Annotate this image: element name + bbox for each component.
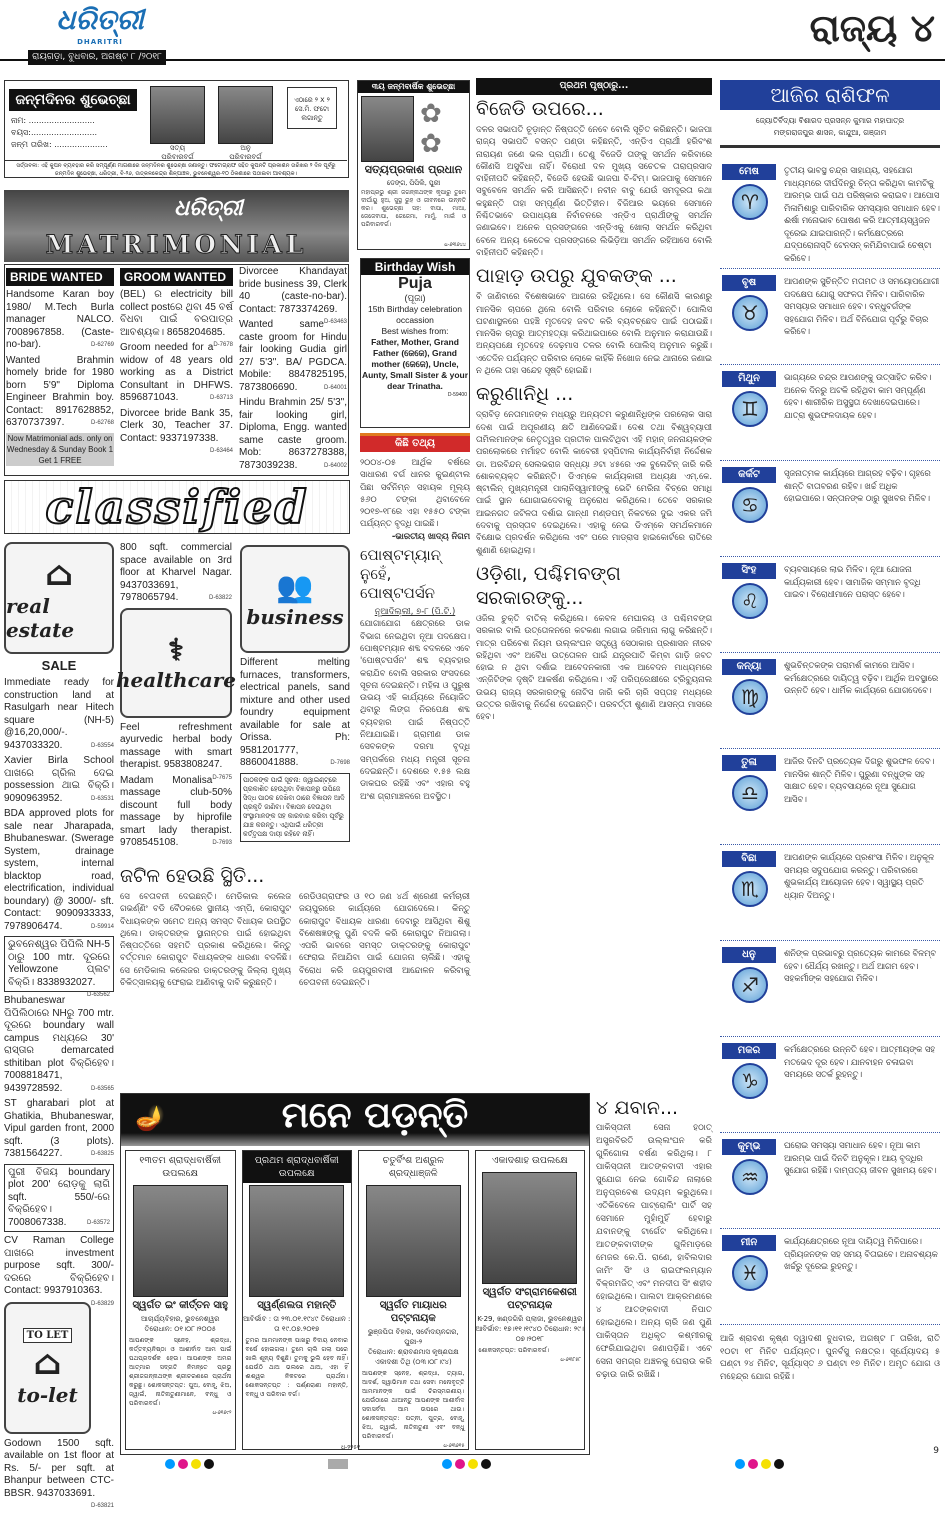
horoscope-column xyxy=(720,80,940,1383)
obituary-section xyxy=(120,1093,590,1455)
zodiac-prediction: କାର୍ଯ୍ୟକ୍ଷେତ୍ରରେ ନୂଆ ଦାୟିତ୍ୱ ମିଳିପାରେ। ପ୍ରିୟଜନଙ୍କ ସହ ସମୟ ବିତାଇବେ। ଅନାବଶ୍ୟକ ଖର୍ଚ୍ଚରୁ ଦୂରେଇ ରୁହନ୍ତୁ। xyxy=(784,1236,938,1271)
news-article xyxy=(476,97,712,258)
obituary-card xyxy=(242,1150,353,1450)
ad-code: D-63713 xyxy=(209,395,233,401)
ad-code: ଧ-୬୩୬୪୪ xyxy=(444,242,466,248)
house-icon: ⌂ xyxy=(44,554,74,594)
deceased-dates: ଆବିର୍ଭାବ: ୧୭।୧୧।୧୯୪୦ ତିରୋଧାନ: ୨୯।୦୭।୨୦୧୮ xyxy=(475,1325,584,1343)
article-headline[interactable]: ୪ ଯବାନ... xyxy=(596,1097,679,1119)
deceased-dates: ତିରୋଧାନ: ଶ୍ରାବଣମାସ କୃଷ୍ଣପକ୍ଷ ଏକାଦଶୀ ତିଥି (୦୩।୦୮।୯୪) xyxy=(367,1348,459,1366)
zodiac-name: ବୃଷ xyxy=(722,275,776,291)
zodiac-entry xyxy=(720,1133,940,1229)
real-estate-label: real estate xyxy=(6,594,75,642)
wish-name: Puja xyxy=(398,275,432,292)
facts-source: -ଭାରତୀୟ ଖାଦ୍ୟ ନିଗମ xyxy=(391,530,470,541)
zodiac-name: ଧନୁ xyxy=(722,947,776,963)
article-headline[interactable]: ବିଜେଡି ଉପରେ... xyxy=(476,98,604,120)
healthcare-image xyxy=(116,608,236,718)
birthday-coupon xyxy=(4,80,349,178)
classified-ad xyxy=(4,1098,114,1161)
bride-wanted-header: BRIDE WANTED xyxy=(6,268,114,286)
classified-ad xyxy=(4,808,114,933)
caption-name: ସତ୍ୟ xyxy=(169,144,186,152)
zodiac-prediction: ଶୁଭଚିନ୍ତକଙ୍କ ପରାମର୍ଶ କାମରେ ଆସିବ। କର୍ମକ୍ଷେତ୍ରରେ ଦାୟିତ୍ୱ ବଢ଼ିବ। ଆର୍ଥିକ ଅବସ୍ଥାରେ ଉନ୍ନତି ହେବ। ଧାର୍ମିକ କାର୍ଯ୍ୟରେ ଯୋଗଦେବେ। xyxy=(784,660,939,695)
classified-ad xyxy=(120,542,232,605)
tribute-text: ଶୋକସନ୍ତପ୍ତ: ପରିବାରବର୍ଗ। xyxy=(478,1347,550,1354)
obituary-photo xyxy=(366,1185,461,1297)
ad-text: ଭୁବନେଶ୍ୱର ପିପିଲି NH-5 ଠାରୁ 100 mtr. ଦୂରରେ Yellowzone ପ୍ଲଟ ବିକ୍ରି। 8338932027. xyxy=(8,939,110,988)
matrimonial-column-3 xyxy=(239,266,347,475)
obituary-photo xyxy=(133,1185,228,1297)
ad-code: D-63822 xyxy=(208,595,232,601)
wish-occasion: 15th Birthday celebration occassion xyxy=(367,304,463,325)
groom-wanted-header: GROOM WANTED xyxy=(120,268,233,286)
ad-code: D-63829 xyxy=(90,1300,114,1307)
news-article xyxy=(476,264,712,376)
zodiac-name: କର୍କଟ xyxy=(722,467,776,483)
flower-icon: ✿ ✿ xyxy=(420,99,442,159)
ad-code: D-63565 xyxy=(90,1085,114,1092)
bride-wanted-column xyxy=(6,268,114,466)
horoscope-title: ଆଜିର ରାଶିଫଳ xyxy=(720,80,940,110)
zodiac-entry xyxy=(720,653,940,749)
deceased-name: ସ୍ୱର୍ଣ୍ଣଲତା ମହାନ୍ତି xyxy=(257,1300,337,1311)
ad-text: Groom needed for a widow of 48 years old working as a District Consultant in DHFWS. 8596871043. xyxy=(120,342,233,403)
ad-code: D-63531 xyxy=(90,795,114,802)
ad-text: (BEL) ର electricity bill collect postରେ ଥିବା 45 ବର୍ଷ ବିଧବା ପାଇଁ ବରପାତ୍ର ଆବଶ୍ୟକ। 8658204685. xyxy=(120,289,233,338)
ad-code: D-7693 xyxy=(212,840,232,846)
obituary-card xyxy=(125,1150,236,1450)
ad-code: D-63554 xyxy=(90,742,114,749)
age-field[interactable]: ବୟସ:.......................... xyxy=(11,128,98,137)
zodiac-name: ମକର xyxy=(722,1043,776,1059)
zodiac-name: ମିଥୁନ xyxy=(722,371,776,387)
ad-code: D-62769 xyxy=(90,342,114,348)
page-section-label: ରାଜ୍ୟ ୪ xyxy=(802,6,935,51)
color-registration-marks xyxy=(165,1459,214,1469)
diya-lamp-icon: 🪔 xyxy=(135,1104,165,1132)
child-photo-2 xyxy=(218,86,273,144)
banner-title: MATRIMONIAL xyxy=(45,230,308,259)
dob-field[interactable]: ଜନ୍ମ ତାରିଖ: ..................... xyxy=(11,140,108,149)
deceased-dates: ଆବିର୍ଭାବ : ତା ୨୩.୦୧.୧୯୪୯ ତିରୋଧାନ : ତା ୧୯.୦୭.୨୦୧୭ xyxy=(243,1315,351,1333)
classified-ad xyxy=(4,755,114,805)
zodiac-name: କୁମ୍ଭ xyxy=(722,1139,776,1155)
child-photo-1 xyxy=(150,86,205,144)
wish-best: Best wishes from: xyxy=(381,326,449,336)
zodiac-prediction: ତୃତୀୟ ଭାବସ୍ଥ ଚନ୍ଦ୍ର ସାହାଯ୍ୟ, ସହଯୋଗ ମାଧ୍ୟମରେ ଦୀର୍ଘଦିନରୁ ଚିନ୍ତା କରିଥିବା କାମଟିକୁ ଆରମ୍ଭ ପାଇଁ ପଥ ପରିଷ୍କାର କରାଇବ। ଆପୋସ ମିଳାମିଶାରୁ ପାରିବାରିକ ସମସ୍ୟାର ସମାଧାନ ହେବ। ଈର୍ଷା ମନୋଭାବ ପୋଷଣ କରି ଆତ୍ମୀୟସ୍ୱଜନ ଦୂରେଇ ଯାଇପାରନ୍ତି। କର୍ମକ୍ଷେତ୍ରରେ ଯଦ୍‌ପରୋନାସ୍ତି ଟେନସନ୍ କମିଯିବାପାଇଁ ଚେଷ୍ଟା କରିବେ। xyxy=(784,165,940,263)
obituary-photo xyxy=(249,1185,344,1297)
tribute-text: ଆପଣଙ୍କ ସ୍ନେହ, ଶ୍ରଦ୍ଧା, କର୍ତ୍ତବ୍ୟନିଷ୍ଠା ଓ ଆଶୀର୍ବାଦ ଆମ ପାଇଁ ପଥପ୍ରଦର୍ଶକ ହେଉ। ଆପଣଙ୍କ ଅମର ଆତ୍ମାର ସଦ୍‌ଗତି ନିମନ୍ତେ ପ୍ରଭୁ ଶ୍ରୀଜଗନ୍ନାଥଙ୍କ ଶ୍ରୀଚରଣରେ ପ୍ରାର୍ଥନା କରୁଛୁ। ଶୋକସନ୍ତପ୍ତ: ପୁଅ, ବୋହୂ, ଝିଅ, ଜ୍ୱାଇଁ, ନାତିନାତୁଣୀମାନେ, ବନ୍ଧୁ ଓ ପରିବାରବର୍ଗ। xyxy=(129,1337,232,1407)
matrimonial-notice: Now Matrimonial ads. only on Wednesday & Sunday Book 1 Get 1 FREE xyxy=(6,433,114,465)
ad-text: Handsome Karan boy 1980/ M.Tech Burla manager NALCO. 7008967858. (Caste-no-bar). xyxy=(6,289,114,350)
ad-text: Immediate ready for construction land at Rasulgarh near Hitech square (NH-5) @16,20,000/-. 9437033320. xyxy=(4,677,114,751)
zodiac-entry xyxy=(720,158,940,269)
zodiac-name: ମେଷ xyxy=(722,164,776,180)
article-jatila xyxy=(120,862,470,988)
classified-ad xyxy=(120,289,233,348)
zodiac-entry xyxy=(720,941,940,1037)
classified-ad xyxy=(4,1437,114,1509)
business-image xyxy=(240,545,350,653)
facts-title: କିଛି ତଥ୍ୟ xyxy=(360,433,470,452)
ad-code: D-7698 xyxy=(330,760,350,766)
zodiac-entry xyxy=(720,1037,940,1133)
zodiac-symbol-icon: ♑ xyxy=(732,1063,768,1099)
ad-text: Xavier Birla School ପାଖରେ ଗ୍ରିଲ ଦେଇ possession ଥାଇ ବିକ୍ରି। 9090963952. xyxy=(4,755,114,804)
classified-column-1 xyxy=(4,542,114,1513)
ad-text: Madam Monalisa massage club-50% discount full body massage by hiprofile smart lady therapist. 9708545108. xyxy=(120,774,232,848)
zodiac-entry xyxy=(720,461,940,557)
ad-code: D-63572 xyxy=(86,1219,110,1226)
zodiac-symbol-icon: ♊ xyxy=(732,391,768,427)
ad-code: D-64001 xyxy=(323,384,347,391)
classified-ad xyxy=(239,319,347,394)
article-body-col1: ସେ ବେତାବନୀ ଦେଇଛନ୍ତି। ମେଡିକାଲ କଲେଜ ଗଭର୍ଣ୍ଣିଂ ବଡି ବୈଠକରେ ସ୍ଥାନୀୟ ଏମ୍‌ପି, କୋରାପୁଟ ବିଧାୟକଙ୍କ ସମେତ ଅନ୍ୟ ସମସ୍ତ ବିଧାୟକ ଉପସ୍ଥିତ ଥିଲେ। ଡାକ୍ତରଙ୍କ ସ୍ଥାନାନ୍ତର ପାଇଁ ହୋଇଥିବା ନିଷ୍ପତ୍ତିରେ ସହମତି ପ୍ରକାଶ କରିଥିଲେ। କିନ୍ତୁ ବର୍ତ୍ତମାନ କୋରାପୁଟ ବିଧାୟକଙ୍କ ଧାରଣା ବଦଳିଛି। ସେ ମେଡିକାଲ କଲେଜର ଡାକ୍ତରଙ୍କୁ ଜିଲ୍ଲା ମୁଖ୍ୟ ଚିକିତ୍ସାଳୟକୁ ଫେରାଇ ଆଣିବାକୁ ଦାବି କରୁଛନ୍ତି। xyxy=(120,891,291,988)
classified-ad xyxy=(120,721,232,781)
wish-name-odia: (ପୂଜା) xyxy=(404,293,426,303)
tribute-text: ଆପଣଙ୍କ ସ୍ନେହ, ଶ୍ରଦ୍ଧା, ତ୍ୟାଗ, ଆଦର୍ଶ, ସ୍ୱାଭିମାନ ତଥା ସେବା ମନୋବୃତ୍ତି ଆମମାନଙ୍କ ପାଇଁ ଚିରସ୍ମରଣୀୟ। ଯେଉଁଠାରେ ଥାଆନ୍ତୁ ଆପଣଙ୍କ ଆଶୀର୍ବାଦ ସଦାସର୍ବଦା ଆମ ଉପରେ ଥାଉ। ଶୋକସନ୍ତପ୍ତ: ପତ୍ନୀ, ପୁତ୍ର, ବୋହୂ, ଝିଅ, ଜ୍ୱାଇଁ, ନାତିନାତୁଣୀ ଏବଂ ବନ୍ଧୁ ପରିବାରବର୍ଗ। xyxy=(362,1370,465,1440)
article-body: ଦଳର ସଭାପତି ଚୂଡ଼ାନ୍ତ ନିଷ୍ପତ୍ତି ନେବେ ବୋଲି ସୂଚିତ କରିଛନ୍ତି। ଭାଜପା ରାଜ୍ୟ ସଭାପତି ବସନ୍ତ ପଣ୍ଡା କହିଛନ୍ତି, ଏନ୍‌ଡିଏ ପ୍ରାର୍ଥୀ ହରିବଂଶ ନାରାୟଣ ଜଣେ ଭଲ ପ୍ରାର୍ଥୀ। ତେଣୁ ବିଜେଡି ତାଙ୍କୁ ସମର୍ଥନ କରିବାରେ କୌଣସି ଅସୁବିଧା ନାହିଁ। ବିରୋଧୀ ଦଳ ମୁଖ୍ୟ ସଚେତକ ତାରାପ୍ରସାଦ ବାହିନୀପତି କହିଛନ୍ତି, ବିଜେଡି ହେଉଛି ଭାଜପା ବି-ଟିମ୍। ଭାଜପାକୁ ସେମାନେ ସବୁବେଳେ ସମର୍ଥନ କରି ଆସିଛନ୍ତି। ନବୀନ ବାବୁ ଯେଉଁ ସମଦୂରତା କଥା କହୁଛନ୍ତି ତାହା ସମ୍ପୂର୍ଣ୍ଣ ଭିତ୍ତିହୀନ। ବିଜିଆର ଭୟରେ ସେମାନେ ନିଶ୍ଚିତଭାବେ ଉପାଧ୍ୟକ୍ଷ ନିର୍ବାଚନରେ ଏନ୍‌ଡିଏ ପ୍ରାର୍ଥୀଙ୍କୁ ସମର୍ଥନ ଜଣାଇବେ। ଅନେକ ପ୍ରସଙ୍ଗରେ ଏନ୍‌ଡିଏକୁ ଖୋଲା ସମର୍ଥନ କରିଥିବା ବେଳେ ଅନ୍ୟ କେତେକ ପ୍ରସଙ୍ଗରେ ଲିଭିଡ଼ିଆ ସମର୍ଥନ ରହିଆସେ ବୋଲି ବାହିନୀପତି କହିଛନ୍ତି। xyxy=(476,124,712,257)
to-let-label: to-let xyxy=(17,1383,78,1407)
child-photo xyxy=(361,96,414,162)
classified-ad xyxy=(239,397,347,472)
article-headline[interactable]: କରୁଣାନିଧି ... xyxy=(476,383,574,406)
groom-wanted-column xyxy=(120,268,233,458)
article-body: ଦ୍ରାବିଡ଼ ନେତାମାନଙ୍କ ମଧ୍ୟରୁ ଅନ୍ୟତମ କରୁଣାନିଧିଙ୍କ ପରଲୋକ ସାରା ଦେଶ ପାଇଁ ଅପୂରଣୀୟ କ୍ଷତି ଆଣିଦେଇଛି। ଦେଶ ତଥା ବିଶ୍ୱବ୍ୟାପୀ ତାମିଲମାନଙ୍କ ନେତୃତ୍ୱର ପ୍ରତୀକ ପାଲଟିଥିବା ଏହି ମହାନ୍ ଜନନାୟକଙ୍କ ପରଲୋକରେ ମର୍ମାହତ ବୋଲି କାବେରୀ ହସ୍ପିଟାଲ କାର୍ଯ୍ୟନିର୍ବାହୀ ନିର୍ଦ୍ଦେଶକ ଡା. ଅରବିନ୍ଦନ୍ ସେଲଭରାଜ ସନ୍ଧ୍ୟା ୬ଟା ୪୫ରେ ଏକ ବୁଲେଟିନ୍ ଜାରି କରି ଶୋକବ୍ୟକ୍ତ କରିଛନ୍ତି। ଡିଏମ୍‌କେ କାର୍ଯ୍ୟକାରୀ ଅଧ୍ୟକ୍ଷ ଏମ୍.କେ. ଷ୍ଟାଲିନ୍ ମୁଖ୍ୟମନ୍ତ୍ରୀ ପାଲାନିସ୍ୱାମୀଙ୍କୁ ଭେଟି ମେରିନା ବିଚ୍‌ରେ ସମାଧି ପାଇଁ ସ୍ଥାନ ଯୋଗାଇଦେବାକୁ ଅନୁରୋଧ କରିଥିଲେ। ତେବେ ସରକାର ଆଇନଗତ ଜଟିଳତା ଦର୍ଶାଇ ଗାନ୍ଧୀ ମଣ୍ଡପମ୍ ନିକଟରେ ଦୁଇ ଏକର ଜମି ଦେବାକୁ ପ୍ରସ୍ତାବ ଦେଇଥିଲେ। ଏହାକୁ ନେଇ ଡିଏମ୍‌କେ ସମର୍ଥକମାନେ ବିକ୍ଷୋଭ ପ୍ରଦର୍ଶନ କରିଥିଲେ ଏବଂ ପରେ ମାଡ୍ରାସ ହାଇକୋର୍ଟରେ ରାତିରେ ଶୁଣାଣି ହୋଇଥିଲା। xyxy=(476,409,712,555)
ad-title: ୩ୟ ଜନ୍ମବାର୍ଷିକ ଶୁଭେଚ୍ଛା xyxy=(358,81,469,93)
zodiac-symbol-icon: ♉ xyxy=(732,295,768,331)
astrologer-name: ଜ୍ୟୋତିର୍ବିଦ୍ୟା ବିଶାରଦ ପ୍ରସନ୍ନ କୁମାର ମହାପାତ୍ର xyxy=(755,116,905,125)
coupon-terms: ସର୍ତ୍ତାବଳୀ: ଏହି କୁପନ ବ୍ୟବହାର କରି ସମ୍ପୂର୍ଣ୍ଣ ମାଗଣାରେ ଜନ୍ମଦିନର ଶୁଭେଚ୍ଛା ଜଣାନ୍ତୁ। ଫଟୋଗ୍ରାଫ ସହିତ କୁପନଟି ପ୍ରକାଶନ ତାରିଖର ୨ ଦିନ ପୂର୍ବରୁ ଜନ୍ମଦିନ ଶୁଭେଚ୍ଛା, ଧରିତ୍ରୀ, ବି-୨୬, ଉତ୍କଳକେନ୍ଦ୍ର ଶିଳ୍ପାଞ୍ଚଳ, ଭୁବନେଶ୍ୱର-୧୦ ଠିକଣାରେ ପଠାଇବା ଆବଶ୍ୟକ। xyxy=(5,160,347,179)
zodiac-prediction: ସୃଜନାତ୍ମକ କାର୍ଯ୍ୟରେ ଆଗ୍ରହ ବଢ଼ିବ। ଗୃହରେ ଶାନ୍ତି ବାତାବରଣ ରହିବ। ଖର୍ଚ୍ଚ ଅଧିକ ହୋଇପାରେ। ସନ୍ତାନଙ୍କ ଠାରୁ ସୁଖବର ମିଳିବ। xyxy=(784,468,931,503)
ad-code: D-64002 xyxy=(323,462,347,469)
matrimonial-banner xyxy=(4,190,349,262)
banner-logo: ଧରିତ୍ରୀ xyxy=(174,196,243,221)
ad-text: BDA approved plots for sale near Jharapada, Bhubaneswar. (Swerage System, drainage system, internal blacktop road, electrification, individual boundary) @ 3000/- sft. Contact: 9090933333, 7978906474. xyxy=(4,808,114,932)
zodiac-prediction: ଆପଣଙ୍କ କାର୍ଯ୍ୟରେ ପ୍ରଶଂସା ମିଳିବ। ଅନୁକୂଳ ସମୟର ସଦୁପଯୋଗ କରନ୍ତୁ। ପରିବାରରେ ଶୁଭକାର୍ଯ୍ୟ ଆୟୋଜନ ହେବ। ସ୍ୱାସ୍ଥ୍ୟ ପ୍ରତି ଧ୍ୟାନ ଦିଅନ୍ତୁ। xyxy=(784,852,935,900)
ad-text: Wanted same caste groom for Hindu fair looking Gudia girl 27/ 5'3". BA/ PGDCA. Mobile: 8847825195, 7873806690. xyxy=(239,319,347,393)
caption-name: ଅନୁ xyxy=(240,144,251,152)
facts-box xyxy=(360,433,470,802)
caption-sub: ପରିବାରବର୍ଗ xyxy=(161,153,194,161)
article-dateline: ନୂଆଦିଲ୍ଲୀ, ୭-୮ (ପି.ଟି.) xyxy=(374,606,456,617)
zodiac-prediction: ଆଜିର ଦିନଟି ପ୍ରତ୍ୟେକ ଦିଗରୁ ଶୁଭଫଳ ଦେବ। ମାନସିକ ଶାନ୍ତି ମିଳିବ। ପୁରୁଣା ବନ୍ଧୁଙ୍କ ସହ ସାକ୍ଷାତ ହେବ। ବ୍ୟବସାୟରେ ନୂଆ ସୁଯୋଗ ଆସିବ। xyxy=(784,756,935,804)
obituary-photo xyxy=(482,1172,577,1284)
article-headline[interactable]: ଜଟିଳ ହେଉଛି ସ୍ଥିତି... xyxy=(120,865,265,887)
news-article xyxy=(476,562,712,723)
zodiac-symbol-icon: ♏ xyxy=(732,871,768,907)
deceased-address: ଭୁଞ୍ଜପିତା ବିହାର, ସର୍ବୋଦୟନଗର, ପୁରୀ-୨ xyxy=(367,1328,459,1346)
zodiac-entry xyxy=(720,845,940,941)
classified-ad xyxy=(239,266,347,325)
news-article xyxy=(476,382,712,556)
obituary-code: ଧ-୬୩୬୧୫ xyxy=(443,1443,465,1449)
business-label: business xyxy=(246,604,344,629)
zodiac-symbol-icon: ♎ xyxy=(732,775,768,811)
deceased-address: K-29, ଖଣ୍ଡଗିରି ପ୍ଲାଜା, ଭୁବନେଶ୍ୱର xyxy=(477,1315,583,1323)
to-let-image xyxy=(4,1302,91,1434)
third-birthday-ad xyxy=(357,80,470,250)
dateline: ରାୟଗଡ଼ା, ବୁଧବାର, ଅଗଷ୍ଟ ୮ /୨୦୧୮ xyxy=(28,50,166,65)
article-jaban xyxy=(596,1094,712,1382)
logo-english: DHARITRI xyxy=(77,38,123,46)
classified-column-3 xyxy=(240,545,350,842)
obituary-occasion: ପ୍ରଥମ ଶ୍ରାଦ୍ଧବାର୍ଷିକୀ ଉପଲକ୍ଷେ xyxy=(243,1151,352,1183)
classified-ad xyxy=(240,657,350,770)
ad-code: D-63464 xyxy=(209,448,233,454)
classified-ad xyxy=(4,677,114,752)
zodiac-entry xyxy=(720,1229,940,1325)
coupon-title: ଜନ୍ମଦିନର ଶୁଭେଚ୍ଛା xyxy=(9,89,137,111)
ad-text: Different melting furnaces, transformers, electrical panels, sand mixture and other used foundry equipment available for sale at Orissa. Ph: 9581201777, 8860041888. xyxy=(240,657,350,768)
obituary-title: ମନେ ପଡ଼ନ୍ତି xyxy=(281,1095,469,1136)
obituary-card xyxy=(475,1150,586,1450)
ad-code: D-63825 xyxy=(90,1151,114,1157)
obituary-card xyxy=(358,1150,469,1450)
ad-code: D-59914 xyxy=(90,923,114,930)
article-body: ଯୋଗାଯୋଗ କ୍ଷେତ୍ରରେ ଡାକ ବିଭାଗ ନେଇଥିବା ନୂଆ ପଦକ୍ଷେପ। ପୋଷ୍ଟମ୍ୟାନ ଶବ୍ଦ ବଦଳରେ ଏବେ 'ପୋଷ୍ଟପର୍ସନ' ଶବ୍ଦ ବ୍ୟବହାର କରାଯିବ ବୋଲି ସରକାର ସଂସଦରେ ସୂଚନା ଦେଇଛନ୍ତି। ମହିଳା ଓ ପୁରୁଷ ଉଭୟ ଏହି କାର୍ଯ୍ୟରେ ନିୟୋଜିତ ଥିବାରୁ ଲିଙ୍ଗ ନିରପେକ୍ଷ ଶବ୍ଦ ବ୍ୟବହାର ପାଇଁ ନିଷ୍ପତ୍ତି ନିଆଯାଇଛି। ଗ୍ରାମୀଣ ଡାକ ସେବକଙ୍କ ଦରମା ବୃଦ୍ଧି ସମ୍ପର୍କରେ ମଧ୍ୟ ମନ୍ତ୍ରୀ ସୂଚନା ଦେଇଛନ୍ତି। ଦେଶରେ ୧.୫୫ ଲକ୍ଷ ଡାକଘର ରହିଛି ଏବଂ ଏହାର ବହୁ ଅଂଶ ଗ୍ରାମାଞ୍ଚଳରେ ଅବସ୍ଥିତ। xyxy=(360,618,470,801)
ad-text: Godown 1500 sqft. available on 1st floor at Rs. 5/- per sqft. at Bhanpur between CTC-BBSR. 9437033691. xyxy=(4,1437,114,1499)
tribute-text: ତୁମର ଆମମାନଙ୍କ ପାଖରୁ ବିଦାୟ ନେବାର ବର୍ଷେ ହୋଇଗଲା। ତୁମେ ଚାଲି ଗଲା ପରେ ଖାଲି ଶୂନ୍ୟ ଦିଶୁଛି। ତୁମକୁ ଭୁଲି ହେବ ନାହିଁ। ଯେଉଁଠି ଥାଅ ଭଲରେ ଥାଅ, ଏହା ହିଁ ଈଶ୍ୱର ନିକଟରେ ପ୍ରାର୍ଥନା। ଶୋକସନ୍ତପ୍ତ : ପର୍ଣ୍ଣରାଣୀ ମହାନ୍ତି, ବନ୍ଧୁ ଓ ପରିବାର ବର୍ଗ। xyxy=(245,1337,348,1398)
zodiac-symbol-icon: ♐ xyxy=(732,967,768,1003)
article-body: ବି ଜାଣିବାରେ ବିଶେଷଭାବେ ଆଗରେ ରହିଥିଲେ। ସେ କୌଣସି କାରଣରୁ ମାନସିକ ଚାପରେ ଥିଲେ ବୋଲି ପରିବାର ଲୋକେ କହିଛନ୍ତି। ପୋଲିସ ଘଟଣାସ୍ଥଳରେ ପହଞ୍ଚି ମୃତଦେହ ଜବତ କରି ବ୍ୟବଚ୍ଛେଦ ପାଇଁ ପଠାଇଛି। ମାନସିକ ଚାପରୁ ଆତ୍ମହତ୍ୟା କରିଥାଇପାରେ ବୋଲି ଅନୁମାନ କରାଯାଉଛି। ଅନ୍ୟପକ୍ଷେ ମୃତଦେହ ଦେଢ଼ମାସ ତଳର ବୋଲି ପୋଲିସ୍ ଅନୁମାନ କରୁଛି। ଏତେଦିନ ପର୍ଯ୍ୟନ୍ତ ପରିବାର ଲୋକେ କାହିଁକି ନିଖୋଜ ନେଇ ଥାନାରେ ଜଣାଇ ନ ଥିଲେ ତାହା ସନ୍ଦେହ ସୃଷ୍ଟି ହୋଇଛି। xyxy=(476,291,712,376)
ad-text: ST gharabari plot at Ghatikia, Bhubaneswar, Vipul garden front, 2000 sqft. (3 plots). 7381564227. xyxy=(4,1098,114,1159)
zodiac-prediction: ଶନିଙ୍କ ପ୍ରଭାବରୁ ପ୍ରତ୍ୟେକ କାମରେ ବିଳମ୍ବ ହେବ। ଧୈର୍ଯ୍ୟ ରଖନ୍ତୁ। ଅର୍ଥ ଆଗମ ହେବ। ସହକର୍ମୀଙ୍କ ସହଯୋଗ ମିଳିବ। xyxy=(784,948,937,983)
photo-slot[interactable]: ଏଠାରେ ୨ X ୨ ସେ.ମି. ଫଟୋ ଲଗାନ୍ତୁ xyxy=(287,87,337,129)
zodiac-symbol-icon: ♒ xyxy=(732,1159,768,1195)
zodiac-prediction: ଆପଣଙ୍କ ସୁଚିନ୍ତିତ ମତାମତ ଓ ସମୟୋପଯୋଗୀ ପଦକ୍ଷେପ ଯୋଗୁ ସଫଳତା ମିଳିବ। ପାରିବାରିକ ସମସ୍ୟାର ସମାଧାନ ହେବ। ବନ୍ଧୁବର୍ଗଙ୍କ ସହଯୋଗ ମିଳିବ। ଅର୍ଥ ବିନିଯୋଗ ପୂର୍ବରୁ ବିଚାର କରିବେ। xyxy=(784,276,940,336)
deceased-name: ସ୍ୱର୍ଗତ ମାୟାଧର ପଟ୍ଟନାୟକ xyxy=(379,1300,447,1324)
ad-text: Hindu Brahmin 25/ 5'3", fair looking girl, Diploma, Engg. wanted same caste groom. Mob: 8637278388, 7873039238. xyxy=(239,397,347,471)
obituary-code: ଧ-୬୩୮୫୮ xyxy=(560,1357,581,1363)
zodiac-entry xyxy=(720,365,940,461)
ad-text: Bhubaneswar ପିପିଲିଠାରେ NHରୁ 700 mtr. ଦୂରରେ boundary wall campus ମଧ୍ୟରେ 30' ରାସ୍ତାର demarcated sthitiban plot ବିକ୍ରିହେବ। 7008818471, 9439728592. xyxy=(4,995,114,1094)
zodiac-symbol-icon: ♍ xyxy=(732,679,768,715)
coupon-fields xyxy=(11,115,108,151)
deceased-dates: ତିରୋଧାନ: ୦୧।୦୮।୨୦୦୫ xyxy=(144,1325,217,1333)
zodiac-entry xyxy=(720,749,940,845)
color-registration-marks xyxy=(442,1459,491,1469)
zodiac-symbol-icon: ♋ xyxy=(732,487,768,523)
article-body-col2: ରେଡିଓଗ୍ରାଫର ଓ ୧୦ ଜଣ ୪ର୍ଥ ଶ୍ରେଣୀ କର୍ମଚାରୀ ଜୟପୁରରେ କାର୍ଯ୍ୟରେ ଯୋଗଦେଲେ। କିନ୍ତୁ କୋରାପୁଟ ବିଧାୟକ ଧାରଣା ଦେବାରୁ ଆସିଥିବା ଶିଶୁ ବିଶେଷଜ୍ଞଙ୍କୁ ପୁଣି ବଦଳି କରି କୋରାପୁଟ ନିଆଗଲା। ଏପରି ଭାବରେ ସମସ୍ତ ଡାକ୍ତରଙ୍କୁ କୋରାପୁଟ ଫେରାଇ ନିଆଯିବା ପାଇଁ ଯୋଜନା ଚାଲିଛି। ଏହାକୁ ବିରୋଧ କରି ଜୟପୁରବାସୀ ଆନ୍ଦୋଳନ କରିବାକୁ ଚେତାବନୀ ଦେଇଛନ୍ତି। xyxy=(299,891,470,988)
zodiac-prediction: ଭାଗ୍ୟରେ ଚନ୍ଦ୍ର ଆପଣଙ୍କୁ ଉତ୍ସାହିତ କରିବ। ଅନେକ ଦିନରୁ ଅଟକି ରହିଥିବା କାମ ସମ୍ପୂର୍ଣ୍ଣ ହେବ। ଶାରୀରିକ ଅସୁସ୍ଥତା ଦେଖାଦେଇପାରେ। ଯାତ୍ରା ଶୁଭଫଳଦାୟକ ହେବ। xyxy=(784,372,932,420)
deceased-name: ସ୍ୱର୍ଗତ ଇଂ କୀର୍ତ୍ତନ ସାହୁ xyxy=(132,1300,229,1311)
article-body: ପାକିସ୍ତାନୀ ସେନା ହଠାତ୍ ଅସ୍ତ୍ରବିରତି ଉଲ୍ଲଂଘନ କରି ଗୁଳିଗୋଳା ବର୍ଷଣ କରିଥିଲା। ୮ ପାକିସ୍ତାନୀ ଆତଙ୍କବାଦୀ ଏହାର ସୁଯୋଗ ନେଇ ଗୋବିନ୍ଦ ନାଲାରେ ଅନୁପ୍ରବେଶ ଉଦ୍ୟମ କରୁଥିଲେ। ଏତିକିବେଳେ ପାଟ୍ରୋଲିଂ ପାର୍ଟି ସହ ସେମାନେ ମୁହାଁମୁହିଁ ହେବାରୁ ଯବାନଙ୍କୁ ଟାର୍ଗେଟ କରିଥିଲେ। ଆତଙ୍କବାଦୀଙ୍କ ଗୁଳିମାଡ଼ରେ ମେଜର କେ.ପି. ରାଣେ, ହାବିଲଦାର ଜାମିଂ ସିଂ ଓ ରାଇଫଲମ୍ୟାନ ବିକ୍ରମଜିତ୍ ଏବଂ ମନଦୀପ ସିଂ ଶହୀଦ ହୋଇଥିଲେ। ପାଲଟା ଆକ୍ରମଣରେ ୪ ଆତଙ୍କବାଦୀ ନିପାତ ହୋଇଥିଲେ। ଅନ୍ୟ ଚାରି ଜଣ ପୁଣି ପାକିସ୍ତାନ ଅଧିକୃତ କଶ୍ମୀରକୁ ଫେରିଯାଇଥିବା ଜଣାପଡ଼ିଛି। ଏବେ ସେନା ସମଗ୍ର ଅଞ୍ଚଳକୁ ଘେରାଉ କରି ଚଢ଼ାଉ ଜାରି ରଖିଛି। xyxy=(596,1123,712,1380)
zodiac-name: ବିଛା xyxy=(722,851,776,867)
ad-text: 800 sqft. commercial space available on 3rd floor at Kharvel Nagar. 9437033691, 7978065794. xyxy=(120,542,232,603)
child-place: ଡେଙ୍ଗ, ପିପିଲି, ପୁରୀ xyxy=(386,179,441,187)
ad-code: D-63821 xyxy=(90,1503,114,1509)
businessmen-icon: 👥 xyxy=(276,569,314,605)
ad-text: ମହାପ୍ରଭୁ ଶ୍ରୀ ଜଗନ୍ନାଥଙ୍କ କୃପାରୁ ତୁମେ ଦୀର୍ଘାୟୁ ହୁଅ, ସୁସ୍ଥ ରୁହ ଓ ଜୀବନରେ ଉନ୍ନତି କର। ଶୁଭେଚ୍ଛା ସହ: ବାପା, ମାଆ, ଜେଜେବାପା, ଜେଜେମା, ମାମୁଁ, ମାଇଁ ଓ ପରିବାରବର୍ଗ। xyxy=(361,189,466,228)
child-name: ସତ୍ୟପ୍ରକାଶ ପ୍ରଧାନ xyxy=(364,163,463,176)
zodiac-symbol-icon: ♓ xyxy=(732,1255,768,1291)
ad-text: Divorcee Khandayat bride business 39, Clerk 40 (caste-no-bar). Contact: 7873374269. xyxy=(239,266,347,315)
zodiac-symbol-icon: ♈ xyxy=(732,184,768,220)
deceased-address: ଆଚାର୍ଯ୍ୟବିହାର, ଭୁବନେଶ୍ୱର xyxy=(141,1315,220,1323)
logo-text: ଧରିତ୍ରୀ xyxy=(56,3,144,36)
article-body: ଓଜିଲ ଚୁକ୍ତି ବାତିଲ୍ କରିଥିଲେ। କେବଳ ମେଘାଳୟ ଓ ପଶ୍ଚିମବଙ୍ଗ ସରକାର ବାଲି ଉତ୍ତୋଳନରେ କଟକଣା ଲଗାଇ ଜରିମାନା ଲାଗୁ କରିଛନ୍ତି। ମାତ୍ର ପରିବେଶ ନିୟମ ଉଲ୍ଲଂଘନ ସତ୍ତ୍ୱେ ସେଠାକାର ପ୍ରଶାସନ ନୀରବ ରହିଥିବା ଏବଂ ଅବୈଧ ଉତ୍ତୋଳନ ପାଇଁ ଯନ୍ତ୍ରପାତି କିମ୍ବା ଗାଡ଼ି ଜବତ ହୋଇ ନ ଥିବା ଦର୍ଶାଇ ଆବେଦନକାରୀ ଏକ ଆବେଦନ ମାଧ୍ୟମରେ ଏନ୍‌ଜିଟିଙ୍କ ଦୃଷ୍ଟି ଆକର୍ଷଣ କରିଥିଲେ। ଏହି ପରିପ୍ରେକ୍ଷୀରେ ଟ୍ରିବ୍ୟୁନାଲ ଉଭୟ ରାଜ୍ୟ ସରକାରଙ୍କୁ ନୋଟିସ ଜାରି କରି ଚାରି ସପ୍ତାହ ମଧ୍ୟରେ ଉତ୍ତର ରଖିବାକୁ ନିର୍ଦ୍ଦେଶ ଦେଇଛନ୍ତି। ପରବର୍ତ୍ତୀ ଶୁଣାଣି ଆସନ୍ତା ମାସରେ ହେବ। xyxy=(476,612,712,722)
zodiac-name: କନ୍ୟା xyxy=(722,659,776,675)
zodiac-name: ସିଂହ xyxy=(722,563,776,579)
to-let-sign: TO LET xyxy=(23,1328,73,1343)
middle-column xyxy=(476,78,712,729)
classified-ad xyxy=(4,936,114,998)
classified-ad xyxy=(120,407,233,454)
ad-text: Feel refreshment ayurvedic herbal body massage with smart therapist. 9583808247. xyxy=(120,721,232,770)
zodiac-name: ମୀନ xyxy=(722,1235,776,1251)
name-field[interactable]: ନାମ: .......................... xyxy=(11,116,95,125)
continued-label: ପ୍ରଥମ ପୃଷ୍ଠାରୁ... xyxy=(476,78,712,95)
facts-text: ୨୦୦୪-୦୫ ଆର୍ଥିକ ବର୍ଷରେ ସାଧାରଣ ବର୍ଗ ଧାନର କୁଇଣ୍ଟାଲ ପିଛା ସର୍ବନିମ୍ନ ସହାୟକ ମୂଲ୍ୟ ୫୬୦ ଟଙ୍କା ଥିବାବେଳେ ୨୦୧୭-୧୮ରେ ଏହା ୧୫୫୦ ଟଙ୍କା ପର୍ଯ୍ୟନ୍ତ ବୃଦ୍ଧି ପାଇଛି। xyxy=(360,457,470,529)
gray-patch xyxy=(328,1459,348,1469)
sale-header: SALE xyxy=(41,658,77,673)
obituary-banner xyxy=(121,1094,589,1146)
obituary-code: ଧ-୨୨୫୧ xyxy=(341,1444,361,1451)
ad-code: D-7678 xyxy=(213,342,233,348)
zodiac-prediction: କର୍ମକ୍ଷେତ୍ରରେ ଉନ୍ନତି ହେବ। ଆତ୍ମୀୟଙ୍କ ସହ ମତଭେଦ ଦୂର ହେବ। ଯାନବାହନ ଚଳାଇବା ସମୟରେ ସତର୍କ ରୁହନ୍ତୁ। xyxy=(784,1044,936,1079)
obituary-code: ଧ-୬୧୬୯୨ xyxy=(212,1410,232,1416)
obituary-occasion: ଏକାଦଶାହ ଉପଲକ୍ଷେ xyxy=(491,1155,568,1166)
healthcare-label: healthcare xyxy=(116,668,236,692)
classified-ad xyxy=(120,775,232,850)
ad-text: Wanted Brahmin homely bride for 1980 born 5'9" Diploma Engineer Brahmin boy. Contact: 8917628852, 6370737397. xyxy=(6,354,114,428)
house-icon: ⌂ xyxy=(33,1343,62,1383)
caption-sub: ପରିବାରବର୍ଗ xyxy=(229,153,262,161)
classified-column-2 xyxy=(116,542,236,853)
deceased-name: ସ୍ୱର୍ଗତ ସଂଗ୍ରାମକେଶରୀ ପଟ୍ଟନାୟକ xyxy=(482,1287,577,1311)
classified-ad xyxy=(4,995,114,1095)
obituary-occasion: ୧୩ତମ ଶ୍ରାଦ୍ଧବାର୍ଷିକୀ ଉପଲକ୍ଷେ xyxy=(139,1155,222,1179)
classified-ad xyxy=(4,1235,114,1307)
classified-ad xyxy=(4,1164,114,1233)
ad-code: D-63562 xyxy=(86,992,110,998)
panjika-text: ଆଜି ଶ୍ରାବଣ କୃଷ୍ଣ ଦ୍ୱାଦଶୀ ବୁଧବାର, ଅଗଷ୍ଟ ୮ ତାରିଖ, ରାତି ୧୦ଟା ୧୮ ମିନିଟ ପର୍ଯ୍ୟନ୍ତ। ପୁନର୍ବସୁ ନକ୍ଷତ୍ର। ସୂର୍ଯ୍ୟୋଦୟ ୫ ଘଣ୍ଟା ୨୪ ମିନିଟ, ସୂର୍ଯ୍ୟାସ୍ତ ୬ ଘଣ୍ଟା ୧୭ ମିନିଟ। ଅମୃତ ଯୋଗ ଓ ମହେନ୍ଦ୍ର ଯୋଗ ରହିଛି। xyxy=(720,1334,940,1382)
color-registration-marks xyxy=(735,1459,784,1469)
classified-banner: classified xyxy=(4,480,350,534)
zodiac-entry xyxy=(720,557,940,653)
ad-text: CV Raman College ପାଖରେ investment purpose sqft. 300/- ଦରରେ ବିକ୍ରିହେବ। Contact: 9937910363. xyxy=(4,1235,114,1296)
zodiac-symbol-icon: ♌ xyxy=(732,583,768,619)
ad-title: Birthday Wish xyxy=(361,259,469,275)
classified-ad xyxy=(6,289,114,352)
zodiac-entry xyxy=(720,269,940,365)
newspaper-logo[interactable] xyxy=(45,2,155,49)
ad-text: ପୁରୀ ବିଜୟ boundary plot 200' ରୋଡ଼କୁ ଲାଗି sqft. 550/-ରେ ବିକ୍ରିହେବ। 7008067338. xyxy=(8,1166,110,1228)
zodiac-prediction: ଘରୋଇ ସମସ୍ୟା ସମାଧାନ ହେବ। ନୂଆ କାମ ଆରମ୍ଭ ପାଇଁ ଦିନଟି ଅନୁକୂଳ। ଆୟ ବୃଦ୍ଧିର ସୁଯୋଗ ରହିଛି। ଦାମ୍ପତ୍ୟ ଜୀବନ ସୁଖମୟ ହେବ। xyxy=(784,1140,937,1175)
ad-code: D-59400 xyxy=(447,392,467,398)
article-headline[interactable]: ପୋଷ୍ଟମ୍ୟାନ୍ ନୁହେଁ, ପୋଷ୍ଟପର୍ସନ xyxy=(360,546,441,603)
ad-code: D-62768 xyxy=(90,420,114,426)
classified-ad xyxy=(6,355,114,430)
ad-code: D-63463 xyxy=(323,319,347,325)
ad-code: D-7675 xyxy=(212,774,232,781)
zodiac-prediction: ବ୍ୟବସାୟରେ ଲାଭ ମିଳିବ। ନୂଆ ଯୋଜନା କାର୍ଯ୍ୟକାରୀ ହେବ। ସାମାଜିକ ସମ୍ମାନ ବୃଦ୍ଧି ପାଇବ। ବିରୋଧୀମାନେ ପରାସ୍ତ ହେବେ। xyxy=(784,564,921,599)
zodiac-name: ତୁଳା xyxy=(722,755,776,771)
stethoscope-icon: ⚕ xyxy=(167,633,185,668)
astrologer-address: ମଙ୍ଗରାଜପୁର ଶାସନ, କାନ୍ଦୁଆ, ଗଞ୍ଜାମ xyxy=(720,127,940,148)
article-headline[interactable]: ଓଡ଼ିଶା, ପଶ୍ଚିମବଙ୍ଗ ସରକାରଙ୍କୁ... xyxy=(476,562,621,609)
ad-text: Divorcee bride Bank 35, Clerk 30, Teacher 37. Contact: 9337197338. xyxy=(120,407,233,444)
real-estate-image xyxy=(4,542,114,654)
wish-from: Father, Mother, Grand Father (ଜେଜେ), Grand mother (ଜେଜେ), Uncle, Aunty, Small Sister & your dear Trinatha. xyxy=(361,337,469,391)
article-headline[interactable]: ପାହାଡ଼ ଉପରୁ ଯୁବକଙ୍କ ... xyxy=(476,265,677,288)
birthday-wish-ad xyxy=(360,258,470,428)
page-number: 9 xyxy=(933,1446,939,1456)
reader-disclaimer: ପାଠକଙ୍କ ପାଇଁ ସୂଚନା: ଜ୍ୱାଇଣ୍ଟ୍‌ରେ ପ୍ରକାଶିତ ହେଉଥିବା ବିଜ୍ଞାପନରୁ ଉପିଜେ ସିଦ୍ଧ ପାଠକ ଦେଖିବା ଠାରେ ବିଜ୍ଞାପନ ଆଦି ପ୍ରକୃତି ଜାଣିବା। ବିଜ୍ଞାପନ ଦେଉଥିବା ସଂସ୍ଥାମାନଙ୍କ ସହ କାରବାର କରିବା ପୂର୍ବରୁ ଯାଞ୍ଚ କରନ୍ତୁ। ଏଥିପାଇଁ ଧରିତ୍ରୀ କର୍ତ୍ତୃପକ୍ଷ ଦାୟୀ ରହିବେ ନାହିଁ। xyxy=(240,773,350,842)
obituary-occasion: ଚତୁର୍ବିଂଶ ଅଶ୍ରୁଳ ଶ୍ରଦ୍ଧାଞ୍ଜଳି xyxy=(382,1155,444,1179)
